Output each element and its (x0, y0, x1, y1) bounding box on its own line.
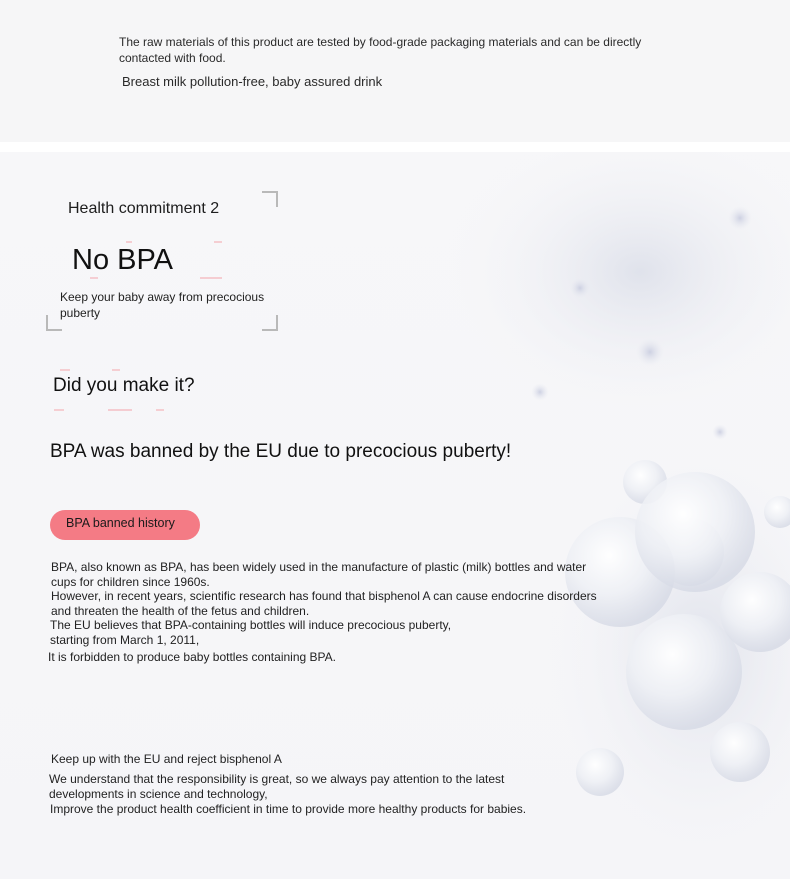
commitment-title: No BPA (72, 244, 174, 276)
commitment-label: Health commitment 2 (68, 200, 220, 217)
history-paragraph: However, in recent years, scientific research has found that bisphenol A can cause endocrine disorders and threaten the health of the fetus and children. (51, 589, 597, 618)
bpa-history-button[interactable]: BPA banned history (50, 510, 200, 540)
bpa-ban-headline: BPA was banned by the EU due to precocious puberty! (50, 441, 512, 462)
top-section (0, 0, 790, 142)
pollution-free-tagline: Breast milk pollution-free, baby assured drink (122, 74, 383, 89)
commitment-subtitle: Keep your baby away from precocious puberty (60, 290, 265, 320)
history-paragraph: starting from March 1, 2011, (50, 633, 200, 647)
history-paragraph: The EU believes that BPA-containing bottles will induce precocious puberty, (50, 618, 452, 632)
question-heading: Did you make it? (53, 375, 195, 396)
keep-up-title: Keep up with the EU and reject bisphenol A (51, 752, 282, 766)
keep-up-paragraph: Improve the product health coefficient in time to provide more healthy products for babies. (50, 802, 527, 816)
food-grade-statement: The raw materials of this product are tested by food-grade packaging materials and can be directly contacted with food. (119, 35, 642, 65)
frame-corner-top-right (262, 191, 278, 207)
history-paragraph: BPA, also known as BPA, has been widely used in the manufacture of plastic (milk) bottles and water cups for children since 1960s. (51, 560, 587, 589)
keep-up-paragraph: We understand that the responsibility is great, so we always pay attention to the latest developments in science and technology, (49, 772, 505, 801)
history-paragraph: It is forbidden to produce baby bottles containing BPA. (48, 650, 336, 664)
